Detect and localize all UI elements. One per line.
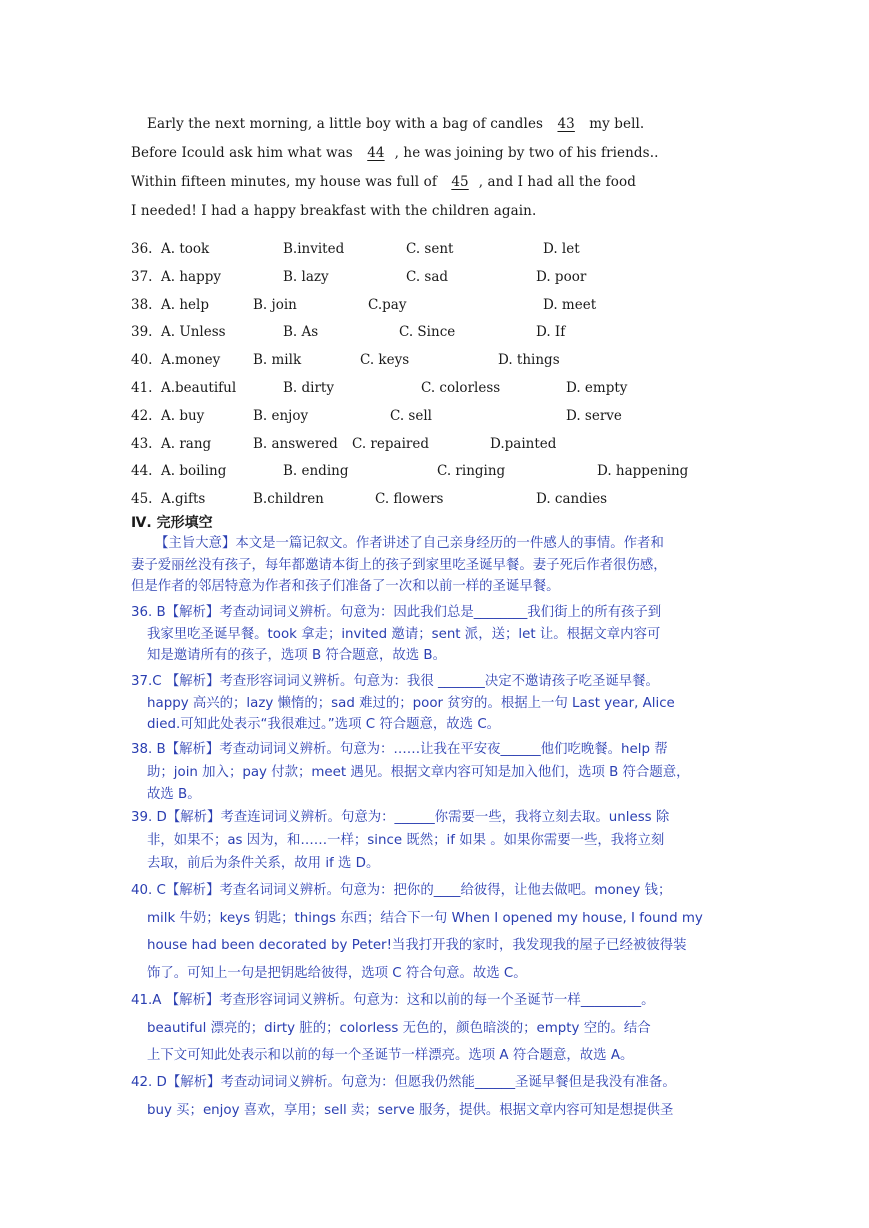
option-row-41 xyxy=(131,375,751,403)
option-d: D. things xyxy=(498,352,560,369)
option-c: C. flowers xyxy=(375,491,444,508)
analysis-text: 故选 B。 xyxy=(147,787,201,802)
analysis-line xyxy=(131,932,703,960)
analysis-text: 非，如果不；as 因为，和……一样；since 既然；if 如果 。如果你需要一些，我将立刻 xyxy=(147,833,665,848)
analysis-text: 考查连词词义辨析。句意为：______你需要一些，我将立刻去取。unless 除 xyxy=(220,810,670,825)
option-c: C. colorless xyxy=(421,379,501,396)
option-row-42 xyxy=(131,403,751,431)
option-a: A.beautiful xyxy=(161,379,237,396)
answer-head: 38. B xyxy=(131,742,166,757)
analysis-text: 饰了。可知上一句是把钥匙给彼得，选项 C 符合句意。故选 C。 xyxy=(147,965,527,981)
option-b: B. enjoy xyxy=(253,407,309,424)
answer-head: 36. B xyxy=(131,605,166,620)
option-row-45 xyxy=(131,486,751,514)
option-a: A. Unless xyxy=(161,324,226,341)
analysis-line xyxy=(131,739,690,762)
analysis-text: beautiful 漂亮的；dirty 脏的；colorless 无色的，颜色暗淡的；empty 空的。结合 xyxy=(147,1020,651,1036)
analysis-text: house had been decorated by Peter!当我打开我的家时，我发现我的屋子已经被彼得装 xyxy=(147,938,687,953)
option-d: D. let xyxy=(543,241,580,257)
option-a: A. rang xyxy=(161,435,212,452)
option-a: A.gifts xyxy=(161,491,206,508)
analysis-text: 我家里吃圣诞早餐。took 拿走；invited 邀请；sent 派，送；let 让。根据文章内容可 xyxy=(147,626,661,642)
option-row-43 xyxy=(131,431,751,459)
option-c: C.pay xyxy=(368,296,407,313)
analysis-text: 上下文可知此处表示和以前的每一个圣诞节一样漂亮。选项 A 符合题意，故选 A。 xyxy=(147,1048,634,1063)
analysis-line xyxy=(131,1015,654,1043)
blank-43: 43 xyxy=(557,116,575,132)
option-c: C. sent xyxy=(406,241,454,257)
analysis-text: buy 买；enjoy 喜欢，享用；sell 卖；serve 服务，提供。根据文章内容可知是想提供圣 xyxy=(147,1102,674,1118)
option-row-36 xyxy=(131,236,751,264)
analysis-line xyxy=(131,852,669,875)
analysis-line xyxy=(131,829,669,852)
option-b: B. dirty xyxy=(283,379,334,396)
option-d: D. empty xyxy=(566,379,628,396)
passage-text: , he was joining by two of his friends.. xyxy=(394,145,659,161)
question-number: 45. xyxy=(131,491,153,508)
passage-line xyxy=(131,139,741,168)
option-b: B. join xyxy=(253,296,297,313)
main-idea-line xyxy=(131,533,667,555)
analysis-line xyxy=(131,905,703,933)
passage-line xyxy=(131,110,741,139)
option-c: C. repaired xyxy=(352,435,429,452)
passage-text: Within fifteen minutes, my house was full of xyxy=(131,174,442,190)
main-idea xyxy=(131,533,667,598)
option-b: B. ending xyxy=(283,463,349,480)
option-c: C. keys xyxy=(360,352,410,369)
analysis-tag: 【解析】 xyxy=(165,674,220,689)
option-a: A. buy xyxy=(161,407,205,424)
main-idea-tag: 【主旨大意】 xyxy=(155,536,236,551)
passage xyxy=(131,110,741,226)
option-c: C. sell xyxy=(390,407,432,424)
analysis-line xyxy=(131,762,690,785)
blank-44: 44 xyxy=(367,145,385,161)
analysis-text: died.可知此处表示“我很难过。”选项 C 符合题意，故选 C。 xyxy=(147,717,501,732)
option-row-44 xyxy=(131,458,751,486)
option-row-38 xyxy=(131,292,751,320)
analysis-tag: 【解析】 xyxy=(166,810,221,825)
question-number: 40. xyxy=(131,352,153,369)
question-number: 44. xyxy=(131,463,153,480)
analysis-item-42 xyxy=(131,1069,676,1124)
analysis-item-37 xyxy=(131,671,675,736)
main-idea-text: 本文是一篇记叙文。作者讲述了自己亲身经历的一件感人的事情。作者和 xyxy=(235,536,664,551)
analysis-text: 考查动词词义辨析。句意为：因此我们总是________我们街上的所有孩子到 xyxy=(219,605,662,620)
section-title: Ⅳ. 完形填空 xyxy=(131,515,213,531)
option-b: B. milk xyxy=(253,352,302,369)
analysis-line xyxy=(131,784,690,807)
analysis-text: 知是邀请所有的孩子，选项 B 符合题意，故选 B。 xyxy=(147,648,446,663)
option-a: A.money xyxy=(161,352,221,369)
analysis-text: 考查形容词词义辨析。句意为：这和以前的每一个圣诞节一样_________。 xyxy=(219,993,655,1008)
option-b: B.invited xyxy=(283,241,345,257)
analysis-line xyxy=(131,1069,676,1097)
analysis-text: 去取，前后为条件关系，故用 if 选 D。 xyxy=(147,856,380,871)
analysis-tag: 【解析】 xyxy=(165,605,220,620)
analysis-item-41 xyxy=(131,987,654,1070)
analysis-line xyxy=(131,987,654,1015)
blank-45: 45 xyxy=(451,174,469,190)
analysis-line xyxy=(131,1042,654,1070)
passage-text: Before Icould ask him what was xyxy=(131,145,358,161)
analysis-text: 考查动词词义辨析。句意为：……让我在平安夜______他们吃晚餐。help 帮 xyxy=(219,742,668,757)
answer-head: 42. D xyxy=(131,1075,167,1090)
analysis-item-39 xyxy=(131,806,669,875)
question-number: 41. xyxy=(131,379,153,396)
options-list xyxy=(131,236,751,514)
passage-text: , and I had all the food xyxy=(478,174,636,190)
analysis-line xyxy=(131,624,661,646)
option-c: C. sad xyxy=(406,268,449,285)
analysis-text: 考查名词词义辨析。句意为：把你的____给彼得，让他去做吧。money 钱； xyxy=(219,883,672,898)
option-b: B.children xyxy=(253,491,324,508)
analysis-text: 助；join 加入；pay 付款；meet 遇见。根据文章内容可知是加入他们，选项 B 符合题意， xyxy=(147,764,690,780)
passage-line xyxy=(131,197,741,226)
analysis-tag: 【解析】 xyxy=(165,993,220,1008)
analysis-line xyxy=(131,806,669,829)
option-b: B. As xyxy=(283,324,319,341)
analysis-item-40 xyxy=(131,877,703,987)
analysis-line xyxy=(131,645,661,667)
option-d: D. If xyxy=(536,324,566,341)
main-idea-text: 但是作者的邻居特意为作者和孩子们准备了一次和以前一样的圣诞早餐。 xyxy=(131,579,560,594)
question-number: 36. xyxy=(131,241,153,257)
option-b: B. answered xyxy=(253,435,338,452)
analysis-line xyxy=(131,1097,676,1125)
analysis-item-36 xyxy=(131,602,661,667)
answer-head: 37.C xyxy=(131,674,166,689)
analysis-tag: 【解析】 xyxy=(165,883,220,898)
question-number: 42. xyxy=(131,407,153,424)
option-d: D.painted xyxy=(490,435,557,452)
option-row-40 xyxy=(131,347,751,375)
passage-text: I needed! I had a happy breakfast with the children again. xyxy=(131,203,537,219)
main-idea-line xyxy=(131,555,667,577)
analysis-item-38 xyxy=(131,739,690,807)
main-idea-line xyxy=(131,576,667,598)
option-b: B. lazy xyxy=(283,268,329,285)
analysis-text: 考查形容词词义辨析。句意为：我很 _______决定不邀请孩子吃圣诞早餐。 xyxy=(219,674,659,689)
analysis-line xyxy=(131,693,675,715)
answer-head: 41.A xyxy=(131,993,166,1008)
analysis-line xyxy=(131,960,703,988)
passage-line xyxy=(131,168,741,197)
question-number: 43. xyxy=(131,435,153,452)
analysis-text: happy 高兴的；lazy 懒惰的；sad 难过的；poor 贫穷的。根据上一句 Last year, Alice xyxy=(147,695,675,711)
answer-head: 39. D xyxy=(131,810,167,825)
option-d: D. meet xyxy=(543,296,597,313)
option-a: A. boiling xyxy=(161,463,227,480)
question-number: 39. xyxy=(131,324,153,341)
option-d: D. poor xyxy=(536,268,587,285)
question-number: 37. xyxy=(131,268,153,285)
analysis-line xyxy=(131,602,661,624)
passage-text: Early the next morning, a little boy with a bag of candles xyxy=(147,116,548,132)
analysis-tag: 【解析】 xyxy=(166,1075,221,1090)
option-a: A. help xyxy=(161,296,209,313)
option-d: D. candies xyxy=(536,491,608,508)
answer-head: 40. C xyxy=(131,883,166,898)
analysis-line xyxy=(131,714,675,736)
question-number: 38. xyxy=(131,296,153,313)
analysis-line xyxy=(131,877,703,905)
option-c: C. Since xyxy=(399,324,456,341)
option-a: A. took xyxy=(161,241,210,257)
main-idea-text: 妻子爱丽丝没有孩子，每年都邀请本街上的孩子到家里吃圣诞早餐。妻子死后作者很伤感， xyxy=(131,557,667,573)
option-a: A. happy xyxy=(161,268,221,285)
analysis-text: 考查动词词义辨析。句意为：但愿我仍然能______圣诞早餐但是我没有准备。 xyxy=(220,1075,676,1090)
analysis-line xyxy=(131,671,675,693)
option-d: D. happening xyxy=(597,463,689,480)
option-row-37 xyxy=(131,264,751,292)
option-c: C. ringing xyxy=(437,463,506,480)
analysis-text: milk 牛奶；keys 钥匙；things 东西；结合下一句 When I opened my house, I found my xyxy=(147,910,703,926)
analysis-tag: 【解析】 xyxy=(165,742,220,757)
option-d: D. serve xyxy=(566,407,622,424)
option-row-39 xyxy=(131,319,751,347)
passage-text: my bell. xyxy=(584,116,645,132)
